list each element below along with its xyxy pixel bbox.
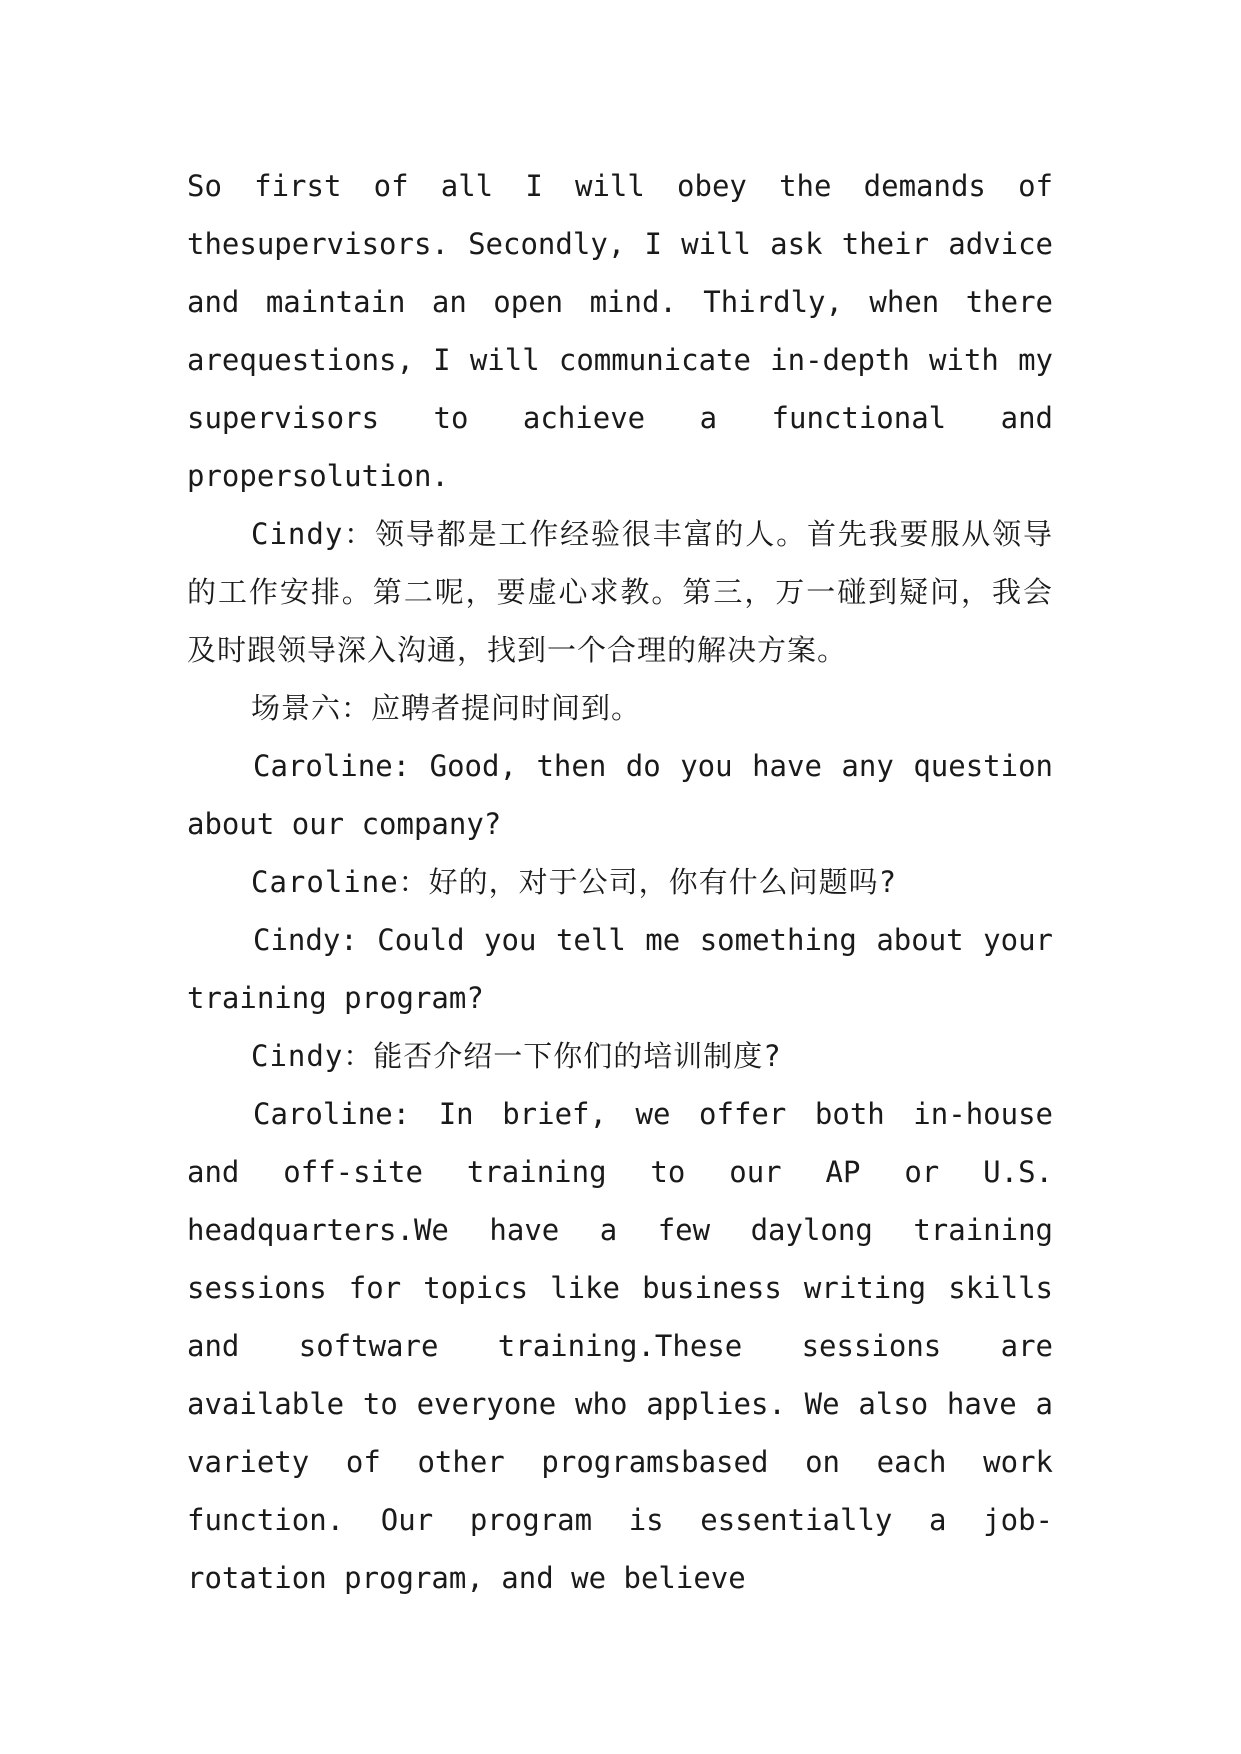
paragraph-english-answer: So first of all I will obey the demands of thesupervisors. Secondly, I will ask their advice and maintain an open mind. Thirdly, when there arequestions, I will communicate in-depth with my supervisors to achieve a functional and propersolution. <box>187 169 1053 493</box>
paragraph-caroline-question-chinese: Caroline：好的，对于公司，你有什么问题吗? <box>251 865 898 899</box>
paragraph-cindy-question-chinese: Cindy：能否介绍一下你们的培训制度? <box>251 1039 782 1073</box>
paragraph-scene-six-heading: 场景六：应聘者提问时间到。 <box>251 691 642 725</box>
paragraph-cindy-chinese-answer: Cindy：领导都是工作经验很丰富的人。首先我要服从领导的工作安排。第二呢，要虚心求教。第三，万一碰到疑问，我会及时跟领导深入沟通，找到一个合理的解决方案。 <box>187 517 1053 667</box>
paragraph-caroline-training-answer: Caroline: In brief, we offer both in-house and off-site training to our AP or U.S. headquarters.We have a few daylong training sessions for topics like business writing skills and software training.These sessions are available to everyone who applies. We also have a variety of other programsbased on each work function. Our program is essentially a job-rotation program, and we believe <box>187 1097 1053 1595</box>
paragraph-cindy-question: Cindy: Could you tell me something about your training program? <box>187 923 1053 1015</box>
paragraph-caroline-question: Caroline: Good, then do you have any question about our company? <box>187 749 1053 841</box>
document-body <box>187 157 1053 1607</box>
